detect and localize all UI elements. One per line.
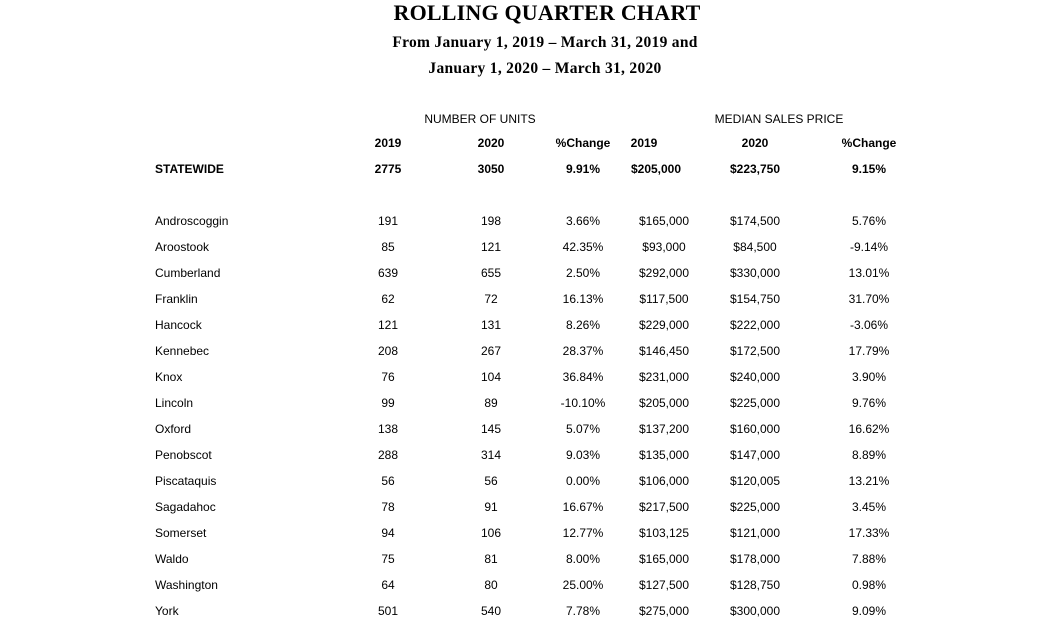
- statewide-units-2019: 2775: [374, 162, 402, 176]
- county-units-pct-change: 42.35%: [562, 240, 604, 254]
- county-units-pct-change: 16.67%: [562, 500, 604, 514]
- county-units-2020: 131: [480, 318, 502, 332]
- county-price-2019: $93,000: [642, 240, 686, 254]
- county-price-pct-change: -3.06%: [849, 318, 889, 332]
- county-price-2020: $222,000: [729, 318, 781, 332]
- county-name: Waldo: [155, 552, 189, 566]
- county-units-2020: 72: [484, 292, 498, 306]
- county-price-2020: $160,000: [729, 422, 781, 436]
- county-price-2020: $178,000: [729, 552, 781, 566]
- county-price-2020: $154,750: [729, 292, 781, 306]
- county-price-2019: $217,500: [638, 500, 690, 514]
- column-header-units-2019: 2019: [374, 136, 402, 150]
- county-price-pct-change: 17.33%: [848, 526, 890, 540]
- county-price-pct-change: 3.90%: [851, 370, 887, 384]
- county-name: York: [155, 604, 179, 618]
- statewide-label: STATEWIDE: [155, 162, 224, 176]
- county-price-2019: $103,125: [638, 526, 690, 540]
- statewide-units-pct-change: 9.91%: [565, 162, 601, 176]
- county-price-pct-change: 13.01%: [848, 266, 890, 280]
- chart-title: ROLLING QUARTER CHART: [393, 0, 701, 25]
- county-price-pct-change: 31.70%: [848, 292, 890, 306]
- county-units-2020: 198: [480, 214, 502, 228]
- county-price-2019: $146,450: [638, 344, 690, 358]
- county-name: Somerset: [155, 526, 207, 540]
- column-header-units-pct-change: %Change: [555, 136, 611, 150]
- county-units-2020: 655: [480, 266, 502, 280]
- county-price-2020: $225,000: [729, 396, 781, 410]
- county-units-2019: 94: [381, 526, 395, 540]
- county-units-2020: 104: [480, 370, 502, 384]
- county-units-pct-change: 5.07%: [565, 422, 601, 436]
- county-units-pct-change: 8.00%: [565, 552, 601, 566]
- county-units-pct-change: 9.03%: [565, 448, 601, 462]
- county-units-pct-change: 3.66%: [565, 214, 601, 228]
- county-units-2020: 106: [480, 526, 502, 540]
- county-price-2020: $225,000: [729, 500, 781, 514]
- column-header-price-2020: 2020: [741, 136, 769, 150]
- county-units-2020: 81: [484, 552, 498, 566]
- county-price-2019: $205,000: [638, 396, 690, 410]
- county-price-pct-change: 0.98%: [851, 578, 887, 592]
- county-name: Sagadahoc: [155, 500, 216, 514]
- statewide-price-2019: $205,000: [630, 162, 682, 176]
- county-price-2019: $135,000: [638, 448, 690, 462]
- county-price-2020: $121,000: [729, 526, 781, 540]
- chart-subtitle-line-2: January 1, 2020 – March 31, 2020: [428, 60, 662, 77]
- county-units-2019: 85: [381, 240, 395, 254]
- county-units-pct-change: 2.50%: [565, 266, 601, 280]
- county-units-pct-change: 7.78%: [565, 604, 601, 618]
- county-units-2020: 89: [484, 396, 498, 410]
- county-units-2019: 639: [377, 266, 399, 280]
- county-price-pct-change: 3.45%: [851, 500, 887, 514]
- county-price-2020: $300,000: [729, 604, 781, 618]
- county-units-pct-change: 12.77%: [562, 526, 604, 540]
- county-price-2019: $106,000: [638, 474, 690, 488]
- county-price-pct-change: 7.88%: [851, 552, 887, 566]
- county-units-2019: 76: [381, 370, 395, 384]
- county-units-pct-change: 0.00%: [565, 474, 601, 488]
- county-units-2020: 56: [484, 474, 498, 488]
- county-name: Androscoggin: [155, 214, 229, 228]
- county-price-2020: $172,500: [729, 344, 781, 358]
- county-name: Aroostook: [155, 240, 210, 254]
- county-name: Franklin: [155, 292, 198, 306]
- county-name: Piscataquis: [155, 474, 217, 488]
- county-name: Cumberland: [155, 266, 221, 280]
- county-price-2020: $84,500: [733, 240, 777, 254]
- county-units-2020: 314: [480, 448, 502, 462]
- county-units-pct-change: 25.00%: [562, 578, 604, 592]
- county-units-pct-change: 8.26%: [565, 318, 601, 332]
- county-units-2019: 191: [377, 214, 399, 228]
- county-units-2019: 75: [381, 552, 395, 566]
- county-units-2019: 501: [377, 604, 399, 618]
- county-price-2020: $240,000: [729, 370, 781, 384]
- county-price-2020: $330,000: [729, 266, 781, 280]
- column-header-price-2019: 2019: [630, 136, 658, 150]
- county-price-pct-change: 5.76%: [851, 214, 887, 228]
- column-header-units-2020: 2020: [477, 136, 505, 150]
- county-price-pct-change: -9.14%: [849, 240, 889, 254]
- county-name: Washington: [155, 578, 218, 592]
- county-price-2020: $174,500: [729, 214, 781, 228]
- county-name: Penobscot: [155, 448, 212, 462]
- county-units-2019: 208: [377, 344, 399, 358]
- county-price-2020: $128,750: [729, 578, 781, 592]
- county-price-pct-change: 17.79%: [848, 344, 890, 358]
- units-group-header: NUMBER OF UNITS: [424, 112, 536, 126]
- county-units-pct-change: 16.13%: [562, 292, 604, 306]
- county-price-2019: $165,000: [638, 552, 690, 566]
- county-units-2019: 121: [377, 318, 399, 332]
- county-price-pct-change: 9.76%: [851, 396, 887, 410]
- county-price-2019: $165,000: [638, 214, 690, 228]
- county-units-2020: 91: [484, 500, 498, 514]
- county-name: Hancock: [155, 318, 202, 332]
- county-units-2019: 288: [377, 448, 399, 462]
- statewide-units-2020: 3050: [477, 162, 505, 176]
- county-price-2020: $120,005: [729, 474, 781, 488]
- county-price-2019: $275,000: [638, 604, 690, 618]
- price-group-header: MEDIAN SALES PRICE: [714, 112, 844, 126]
- statewide-price-2020: $223,750: [729, 162, 781, 176]
- county-units-2020: 121: [480, 240, 502, 254]
- county-units-pct-change: 28.37%: [562, 344, 604, 358]
- county-units-2020: 540: [480, 604, 502, 618]
- county-price-2020: $147,000: [729, 448, 781, 462]
- county-units-pct-change: -10.10%: [560, 396, 606, 410]
- county-units-pct-change: 36.84%: [562, 370, 604, 384]
- county-units-2019: 56: [381, 474, 395, 488]
- county-price-pct-change: 8.89%: [851, 448, 887, 462]
- county-price-2019: $231,000: [638, 370, 690, 384]
- county-name: Lincoln: [155, 396, 194, 410]
- county-units-2020: 267: [480, 344, 502, 358]
- county-units-2020: 80: [484, 578, 498, 592]
- county-units-2019: 62: [381, 292, 395, 306]
- statewide-price-pct-change: 9.15%: [851, 162, 887, 176]
- county-price-2019: $117,500: [639, 292, 689, 306]
- county-units-2019: 78: [381, 500, 395, 514]
- county-price-2019: $292,000: [638, 266, 690, 280]
- county-units-2019: 99: [381, 396, 395, 410]
- county-name: Kennebec: [155, 344, 210, 358]
- county-name: Oxford: [155, 422, 192, 436]
- county-price-pct-change: 13.21%: [848, 474, 890, 488]
- chart-subtitle-line-1: From January 1, 2019 – March 31, 2019 and: [392, 34, 698, 51]
- county-units-2020: 145: [480, 422, 502, 436]
- county-price-2019: $229,000: [638, 318, 690, 332]
- county-price-pct-change: 9.09%: [851, 604, 887, 618]
- column-header-price-pct-change: %Change: [841, 136, 897, 150]
- county-name: Knox: [155, 370, 183, 384]
- county-price-pct-change: 16.62%: [848, 422, 890, 436]
- county-price-2019: $137,200: [638, 422, 690, 436]
- county-units-2019: 64: [381, 578, 395, 592]
- county-units-2019: 138: [377, 422, 399, 436]
- county-price-2019: $127,500: [638, 578, 690, 592]
